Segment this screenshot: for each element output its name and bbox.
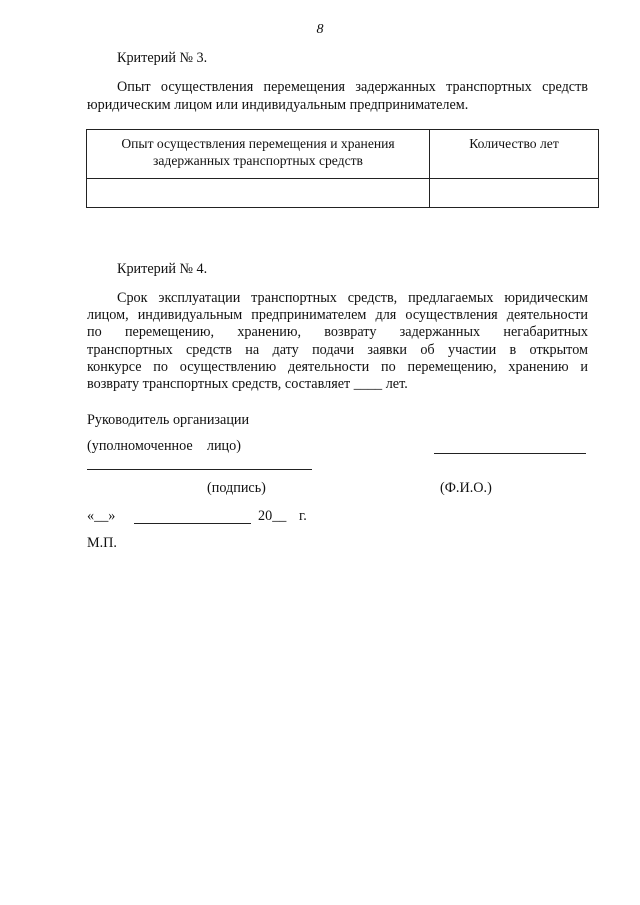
date-day[interactable]: «__»: [87, 508, 116, 524]
table-cell-years[interactable]: [430, 179, 599, 208]
criterion-4-line: по перемещению, хранению, возврату задержанных негабаритных: [87, 324, 588, 340]
stamp-placeholder: М.П.: [87, 535, 117, 551]
signature-line[interactable]: [87, 469, 312, 470]
criterion-3-text-line2: юридическим лицом или индивидуальным предпринимателем.: [87, 97, 469, 113]
table-header-experience-line2: задержанных транспортных средств: [153, 153, 363, 168]
date-month-line[interactable]: [134, 523, 251, 524]
table-header-row: [87, 130, 599, 179]
date-year[interactable]: 20__: [258, 508, 287, 524]
organization-head-label: Руководитель организации: [87, 412, 250, 428]
criterion-4-line: Срок эксплуатации транспортных средств, предлагаемых юридическим: [117, 290, 588, 306]
experience-table: [86, 129, 599, 208]
criterion-4-line: лицом, индивидуальным предпринимателем для осуществления деятельности: [87, 307, 588, 323]
table-header-experience: [87, 130, 430, 179]
criterion-4-line: транспортных средств на дату подачи заявки об участии в открытом: [87, 342, 588, 358]
signature-caption: (подпись): [207, 480, 266, 496]
table-header-years: Количество лет: [430, 130, 599, 179]
criterion-3-title: Критерий № 3.: [117, 50, 208, 66]
date-year-suffix: г.: [299, 508, 307, 524]
authorized-person-label: (уполномоченное лицо): [87, 438, 241, 454]
name-line[interactable]: [434, 453, 586, 454]
table-row: [87, 179, 599, 208]
criterion-4-line: конкурсе по осуществлению деятельности по перемещению, хранению и: [87, 359, 588, 375]
page-number: 8: [316, 22, 324, 37]
table-header-experience-line1: Опыт осуществления перемещения и хранения: [121, 136, 395, 151]
name-caption: (Ф.И.О.): [440, 480, 492, 496]
criterion-4-title: Критерий № 4.: [117, 261, 208, 277]
criterion-3-text-line1: Опыт осуществления перемещения задержанных транспортных средств: [117, 79, 588, 95]
table-cell-experience[interactable]: [87, 179, 430, 208]
criterion-4-line: возврату транспортных средств, составляет ____ лет.: [87, 376, 408, 392]
